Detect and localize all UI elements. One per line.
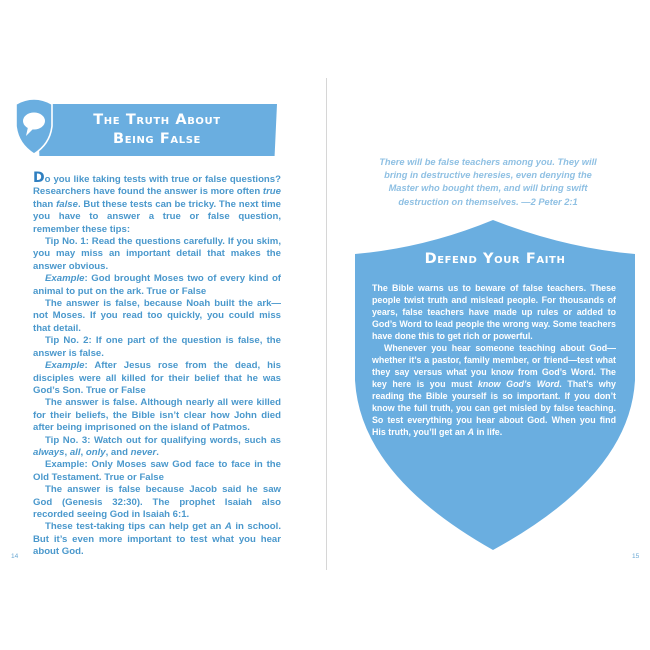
tip-2: Tip No. 2: If one part of the question is false, the answer is false. [33,335,281,359]
section-title-line1: The Truth About [93,112,221,128]
page-number-right: 15 [632,553,640,560]
section-title-line2: Being False [113,131,201,147]
shield-paragraph-1: The Bible warns us to beware of false teachers. These people twist truth and mislead people. For thousands of years, false teachers have made up rules or added to God’s Word to lead people the wrong way. Some teachers have done this to get rich or powerful. [372,283,616,341]
scripture-quote: There will be false teachers among you. They will bring in destructive heresies, even denying the Master who bought them, and will bring swift destruction on themselves. —2 Peter 2:1 [379,157,597,207]
example-1: Example: God brought Moses two of every kind of animal to put on the ark. True or False [33,273,281,297]
example-2: Example: After Jesus rose from the dead, his disciples were all killed for their belief that he was God’s Son. True or False [33,360,281,396]
drop-cap: D [33,170,45,186]
intro-paragraph: Do you like taking tests with true or false questions? Researchers have found the answer is more often true than false. But these tests can be tricky. The next time you have to answer a true or false question, remember these tips: [33,170,282,235]
example-3: Example: Only Moses saw God face to face in the Old Testament. True or False [33,459,281,483]
shield-title: Defend Your Faith [424,251,566,267]
tip-1: Tip No. 1: Read the questions carefully. If you skim, you may miss an important detail that makes the answer obvious. [33,236,281,272]
article-body [33,172,281,559]
shield-paragraph-2: Whenever you hear someone teaching about God—whether it’s a pastor, family member, or friend—test what they say versus what you know from God’s Word. The key here is you must know God’s Word. That’s why reading the Bible yourself is so important. If you don’t know the full truth, you can get misled by false teaching. So test everything you hear about God. When you find His truth, you’ll get an A in life. [372,343,616,437]
page-gutter [326,78,327,570]
page-number-left: 14 [11,553,19,560]
answer-1: The answer is false, because Noah built the ark—not Moses. If you read too quickly, you could miss that detail. [33,298,281,334]
closing-paragraph: These test-taking tips can help get an A in school. But it’s even more important to test what you hear about God. [33,521,281,558]
tip-3: Tip No. 3: Watch out for qualifying words, such as always, all, only, and never. [33,434,281,458]
shield-body [372,282,616,438]
section-title [37,111,277,149]
answer-2: The answer is false. Although nearly all were killed for their beliefs, the Bible isn’t clear how John died after being imprisoned on the island of Patmos. [33,397,281,434]
answer-3: The answer is false because Jacob said he saw God (Genesis 32:30). The prophet Isaiah also recorded seeing God in Isaiah 6:1. [33,484,281,520]
